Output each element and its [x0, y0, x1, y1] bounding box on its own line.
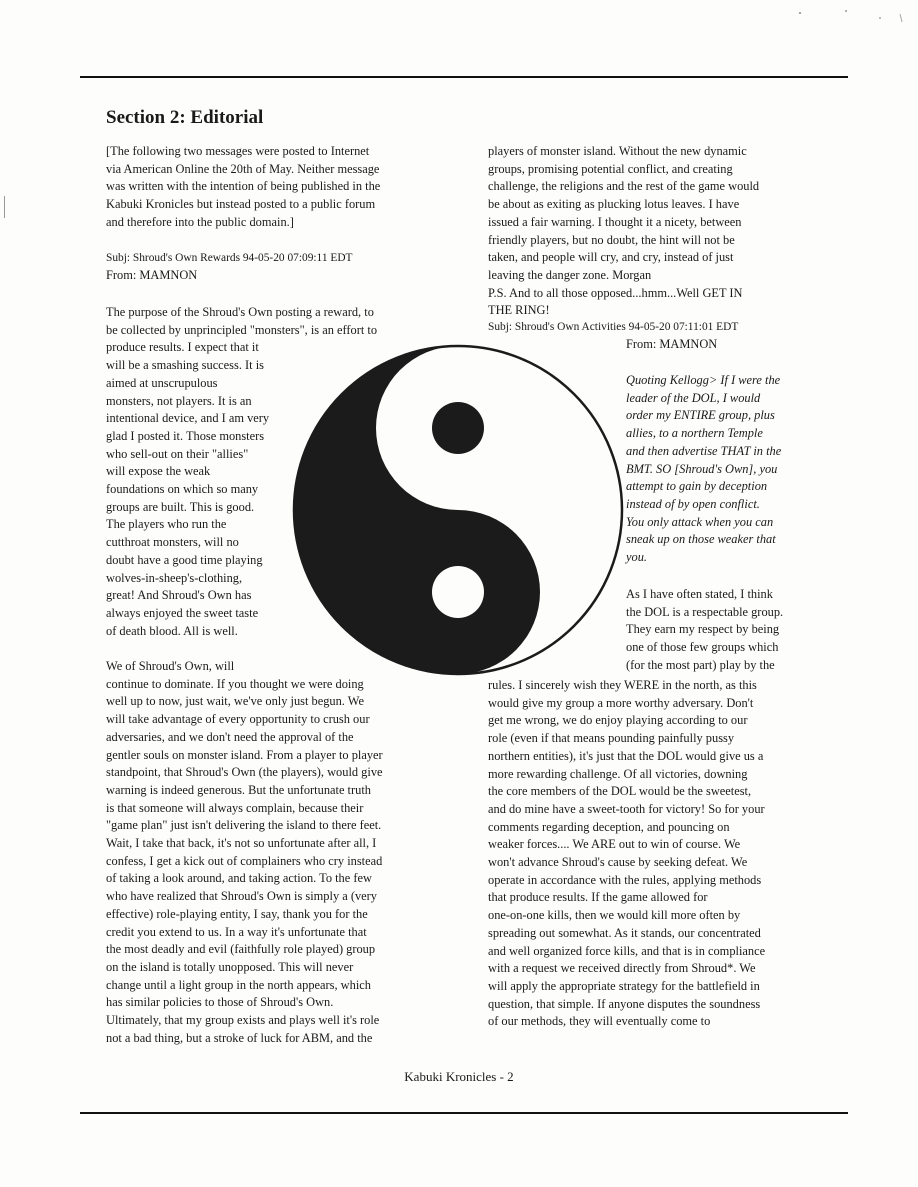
- message2-paragraph-1: [626, 586, 783, 675]
- text-line: BMT. SO [Shroud's Own], you: [626, 461, 778, 476]
- top-rule: [80, 76, 848, 78]
- text-line: spreading out somewhat. As it stands, our concentrated: [488, 925, 761, 940]
- text-line: of taking a look around, and taking action. To the few: [106, 871, 372, 886]
- text-line: leaving the danger zone. Morgan: [488, 267, 652, 282]
- text-line: operate in accordance with the rules, applying methods: [488, 872, 762, 887]
- text-line: well up to now, just wait, we've only just begun. We: [106, 694, 364, 709]
- text-line: monsters, not players. It is an: [106, 393, 252, 408]
- text-line: The players who run the: [106, 517, 227, 532]
- text-line: P.S. And to all those opposed...hmm...Well GET IN: [488, 285, 743, 300]
- text-line: and do mine have a sweet-tooth for victory! So for your: [488, 801, 765, 816]
- text-line: has similar policies to those of Shroud's Own.: [106, 995, 334, 1010]
- text-line: via American Online the 20th of May. Neither message: [106, 161, 380, 176]
- text-line: warning is indeed generous. But the unfortunate truth: [106, 782, 371, 797]
- page-footer: Kabuki Kronicles - 2: [404, 1069, 514, 1084]
- text-line: order my ENTIRE group, plus: [626, 408, 775, 423]
- text-line: We of Shroud's Own, will: [106, 659, 235, 673]
- text-line: doubt have a good time playing: [106, 552, 263, 567]
- text-line: change until a light group in the north appears, which: [106, 977, 371, 992]
- text-line: attempt to gain by deception: [626, 479, 768, 494]
- text-line: role (even if that means pounding painfully pussy: [488, 731, 735, 746]
- text-line: sneak up on those weaker that: [626, 532, 776, 547]
- text-line: the most deadly and evil (faithfully role played) group: [106, 942, 376, 957]
- text-line: will take advantage of every opportunity to crush our: [106, 712, 370, 727]
- section-title: Section 2: Editorial: [106, 107, 264, 128]
- text-line: weaker forces.... We ARE out to win of course. We: [488, 837, 741, 852]
- text-line: gentler souls on monster island. From a player to player: [106, 747, 383, 762]
- text-line: who have realized that Shroud's Own is simply a (very: [106, 889, 377, 904]
- text-line: intentional device, and I am very: [106, 411, 270, 426]
- text-line: with a request we received directly from Shroud*. We: [488, 961, 756, 976]
- scan-margin-mark: [4, 196, 5, 218]
- text-line: produce results. I expect that it: [106, 340, 259, 355]
- scan-specks: [796, 8, 906, 28]
- text-line: Ultimately, that my group exists and plays well it's role: [106, 1013, 380, 1028]
- text-line: will expose the weak: [106, 464, 211, 479]
- message1-subject: Subj: Shroud's Own Rewards 94-05-20 07:09:11 EDT: [106, 252, 353, 264]
- text-line: more rewarding challenge. Of all victories, downing: [488, 766, 748, 781]
- text-line: challenge, the religions and the rest of the game would: [488, 179, 760, 194]
- text-line: will be a smashing success. It is: [106, 358, 264, 373]
- text-line: one of those few groups which: [626, 640, 779, 655]
- text-line: foundations on which so many: [106, 482, 259, 497]
- text-line: Wait, I take that back, it's not so unfortunate after all, I: [106, 836, 377, 851]
- text-line: allies, to a northern Temple: [626, 426, 763, 441]
- text-line: groups, promising potential conflict, and creating: [488, 161, 733, 176]
- text-line: the DOL is a respectable group.: [626, 604, 784, 619]
- text-line: issued a fair warning. I thought it a nicety, between: [488, 214, 742, 229]
- text-line: of our methods, they will eventually come to: [488, 1014, 711, 1029]
- text-line: players of monster island. Without the new dynamic: [488, 144, 747, 158]
- text-line: is that someone will always complain, because their: [106, 800, 364, 815]
- text-line: credit you extend to us. In a way it's unfortunate that: [106, 924, 367, 939]
- intro-paragraph: [106, 143, 380, 232]
- text-line: confess, I get a kick out of complainers who cry instead: [106, 853, 383, 868]
- text-line: You only attack when you can: [626, 514, 774, 529]
- message1-from: From: MAMNON: [106, 268, 198, 282]
- text-line: on the island is totally unopposed. This will never: [106, 959, 354, 974]
- text-line: northern entities), it's just that the DOL would give us a: [488, 748, 764, 763]
- text-line: wolves-in-sheep's-clothing,: [106, 570, 243, 585]
- text-line: and well organized force kills, and that is in compliance: [488, 943, 766, 958]
- message2-from: From: MAMNON: [626, 337, 718, 351]
- text-line: always enjoyed the sweet taste: [106, 605, 259, 620]
- text-line: rules. I sincerely wish they WERE in the north, as this: [488, 678, 757, 692]
- text-line: They earn my respect by being: [626, 622, 780, 637]
- text-line: effective) role-playing entity, I say, thank you for the: [106, 906, 368, 921]
- text-line: continue to dominate. If you thought we were doing: [106, 676, 364, 691]
- text-line: question, that simple. If anyone disputes the soundness: [488, 996, 761, 1011]
- text-line: would give my group a more worthy adversary. Don't: [488, 695, 754, 710]
- text-line: the core members of the DOL would be the sweetest,: [488, 784, 752, 799]
- text-line: [The following two messages were posted to Internet: [106, 144, 370, 158]
- text-line: one-on-one kills, then we would kill more often by: [488, 908, 741, 923]
- text-line: be collected by unprincipled "monsters", is an effort to: [106, 322, 378, 337]
- text-line: The purpose of the Shroud's Own posting a reward, to: [106, 305, 374, 319]
- text-line: and then advertise THAT in the: [626, 443, 782, 458]
- text-line: of death blood. All is well.: [106, 623, 238, 638]
- message1-continued: [488, 143, 759, 320]
- message2-subject: Subj: Shroud's Own Activities 94-05-20 07:11:01 EDT: [488, 321, 739, 333]
- text-line: that produce results. If the game allowed for: [488, 890, 708, 905]
- text-line: standpoint, that Shroud's Own (the players), would give: [106, 765, 383, 780]
- message1-paragraph-2: [106, 658, 383, 1047]
- text-line: great! And Shroud's Own has: [106, 588, 252, 603]
- text-line: get me wrong, we do enjoy playing according to our: [488, 713, 748, 728]
- text-line: will apply the appropriate strategy for the battlefield in: [488, 978, 760, 993]
- text-line: was written with the intention of being published in the: [106, 179, 381, 194]
- message2-paragraph-2: [488, 677, 765, 1031]
- text-line: glad I posted it. Those monsters: [106, 428, 265, 443]
- text-line: be about as exiting as plucking lotus leaves. I have: [488, 197, 740, 212]
- text-line: you.: [626, 550, 647, 565]
- text-line: groups are built. This is good.: [106, 499, 255, 514]
- text-line: leader of the DOL, I would: [626, 390, 761, 405]
- bottom-rule: [80, 1112, 848, 1114]
- text-line: not a bad thing, but a stroke of luck for ABM, and the: [106, 1030, 373, 1045]
- text-line: As I have often stated, I think: [626, 587, 773, 601]
- text-line: (for the most part) play by the: [626, 657, 775, 672]
- text-line: taken, and people will cry, and cry, instead of just: [488, 250, 734, 265]
- text-line: friendly players, but no doubt, the hint will not be: [488, 232, 735, 247]
- message2-quote: [626, 372, 781, 567]
- text-line: instead of by open conflict.: [626, 496, 760, 511]
- text-line: "game plan" just isn't delivering the island to there feet.: [106, 818, 382, 833]
- text-line: THE RING!: [488, 303, 550, 318]
- text-line: who sell-out on their "allies": [106, 446, 249, 461]
- text-line: adversaries, and we don't need the approval of the: [106, 729, 354, 744]
- text-line: comments regarding deception, and pouncing on: [488, 819, 730, 834]
- text-line: Kabuki Kronicles but instead posted to a public forum: [106, 197, 376, 212]
- text-line: Quoting Kellogg> If I were the: [626, 373, 781, 387]
- text-line: aimed at unscrupulous: [106, 375, 218, 390]
- text-line: and therefore into the public domain.]: [106, 214, 294, 229]
- text-line: won't advance Shroud's cause by seeking defeat. We: [488, 855, 748, 870]
- text-line: cutthroat monsters, will no: [106, 535, 239, 550]
- yin-yang-symbol: [292, 344, 624, 676]
